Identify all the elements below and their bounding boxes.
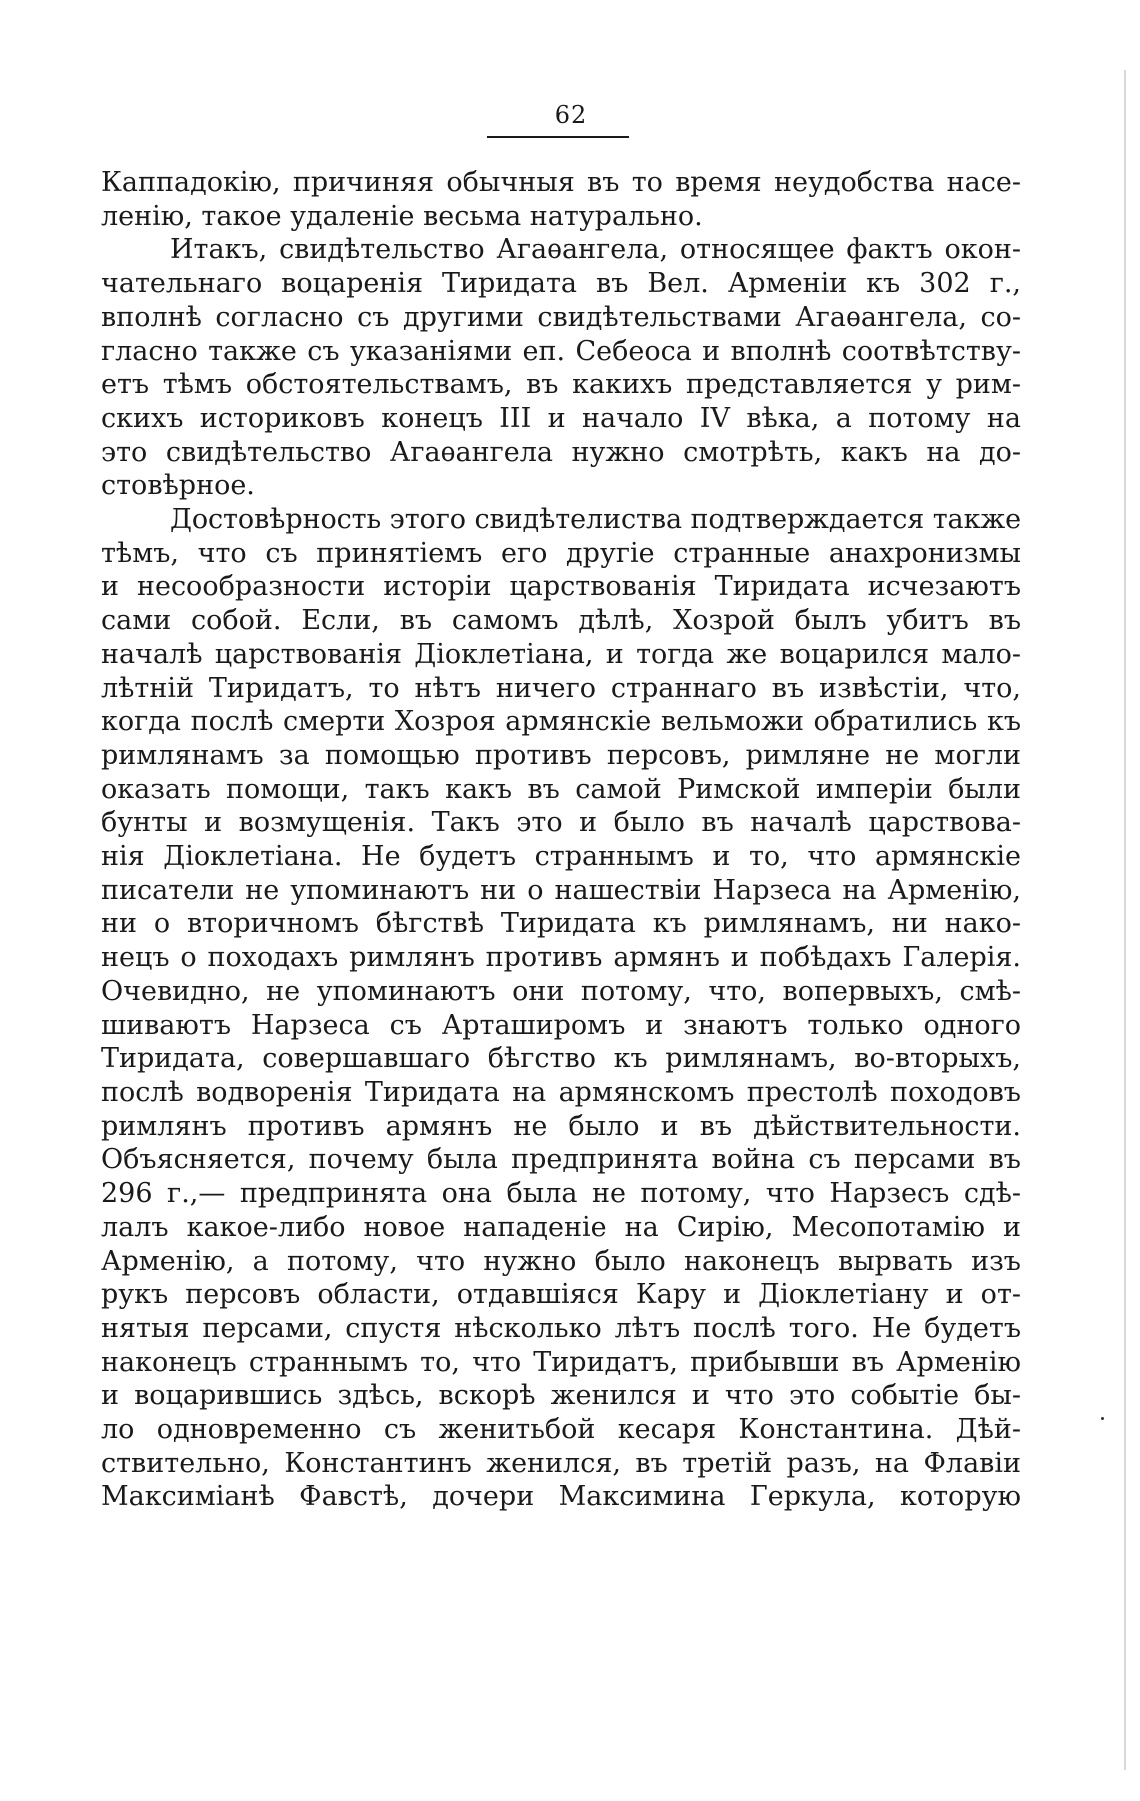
paragraph — [101, 503, 1021, 1514]
text-line: и несообразности исторіи царствованія Тиридата исчезаютъ — [101, 571, 1021, 603]
text-line: нія Діоклетіана. Не будетъ страннымъ и то, что армянскіе — [101, 841, 1021, 873]
text-line: шиваютъ Нарзеса съ Арташиромъ и знаютъ только одного — [101, 1009, 1021, 1041]
text-line: сами собой. Если, въ самомъ дѣлѣ, Хозрой былъ убитъ въ — [101, 605, 1021, 637]
text-line: стовѣрное. — [101, 470, 255, 502]
text-line: рукъ персовъ области, отдавшіяся Кару и Діоклетіану и от- — [101, 1279, 1021, 1311]
text-line: Достовѣрность этого свидѣтелиства подтверждается также — [170, 504, 1021, 536]
body-text — [101, 166, 1021, 1514]
text-line: нятыя персами, спустя нѣсколько лѣтъ послѣ того. Не будетъ — [101, 1312, 1021, 1344]
text-line: писатели не упоминаютъ ни о нашествіи Нарзеса на Арменію, — [101, 874, 1021, 906]
text-line: Арменію, а потому, что нужно было наконецъ вырвать изъ — [101, 1245, 1021, 1277]
text-line: ствительно, Константинъ женился, въ третій разъ, на Флавіи — [101, 1447, 1021, 1479]
text-line: Объясняется, почему была предпринята война съ персами въ — [101, 1144, 1021, 1176]
text-line: Максиміанѣ Фавстѣ, дочери Максимина Геркула, которую — [101, 1481, 1021, 1513]
text-line: римлянъ противъ армянъ не было и въ дѣйствительности. — [101, 1110, 1021, 1142]
text-line: Каппадокію, причиняя обычныя въ то время неудобства насе- — [101, 167, 1021, 198]
text-line: Тиридата, совершавшаго бѣгство къ римлянамъ, во-вторыхъ, — [101, 1043, 1021, 1075]
text-line: это свидѣтельство Агаѳангела нужно смотрѣть, какъ на до- — [101, 436, 1021, 468]
page-number: 62 — [554, 101, 588, 129]
text-line: римлянамъ за помощью противъ персовъ, римляне не могли — [101, 739, 1021, 771]
text-line: скихъ историковъ конецъ III и начало IV вѣка, а потому на — [101, 402, 1021, 434]
text-line: гласно также съ указаніями еп. Себеоса и вполнѣ соотвѣтству- — [101, 335, 1021, 367]
text-line: чательнаго воцаренія Тиридата въ Вел. Арменіи къ 302 г., — [101, 268, 1021, 300]
page-header — [0, 100, 1140, 130]
text-line: ни о вторичномъ бѣгствѣ Тиридата къ римлянамъ, ни нако- — [101, 908, 1021, 940]
text-line: Очевидно, не упоминаютъ они потому, что, вопервыхъ, смѣ- — [101, 975, 1021, 1007]
text-line: нецъ о походахъ римлянъ противъ армянъ и побѣдахъ Галерія. — [101, 942, 1021, 974]
text-line: бунты и возмущенія. Такъ это и было въ началѣ царствова- — [101, 807, 1021, 839]
text-line: наконецъ страннымъ то, что Тиридатъ, прибывши въ Арменію — [101, 1346, 1021, 1378]
text-line: лалъ какое-либо новое нападеніе на Сирію, Месопотамію и — [101, 1211, 1021, 1243]
page-number-rule — [487, 136, 629, 138]
text-line: тѣмъ, что съ принятіемъ его другіе странные анахронизмы — [101, 537, 1021, 569]
text-line: и воцарившись здѣсь, вскорѣ женился и что это событіе бы- — [101, 1380, 1021, 1412]
text-line: 296 г.,— предпринята она была не потому, что Нарзесъ сдѣ- — [101, 1178, 1021, 1210]
paragraph — [101, 166, 1021, 233]
scan-edge-shadow — [1124, 70, 1126, 1770]
text-line: етъ тѣмъ обстоятельствамъ, въ какихъ представляется у рим- — [101, 369, 1021, 401]
text-line: лѣтній Тиридатъ, то нѣтъ ничего страннаго въ извѣстіи, что, — [101, 672, 1021, 704]
text-line: когда послѣ смерти Хозроя армянскіе вельможи обратились къ — [101, 706, 1021, 738]
paragraph — [101, 233, 1021, 503]
text-line: началѣ царствованія Діоклетіана, и тогда же воцарился мало- — [101, 638, 1021, 670]
text-line: послѣ водворенія Тиридата на армянскомъ престолѣ походовъ — [101, 1076, 1021, 1108]
text-line: ло одновременно съ женитьбой кесаря Константина. Дѣй- — [101, 1414, 1021, 1446]
text-line: ленію, такое удаленіе весьма натурально. — [101, 200, 703, 232]
ink-speck — [1101, 1417, 1104, 1420]
text-line: оказать помощи, такъ какъ въ самой Римской имперіи были — [101, 773, 1021, 805]
text-line: Итакъ, свидѣтельство Агаѳангела, относящее фактъ окон- — [170, 234, 1021, 266]
text-line: вполнѣ согласно съ другими свидѣтельствами Агаѳангела, со- — [101, 301, 1021, 333]
